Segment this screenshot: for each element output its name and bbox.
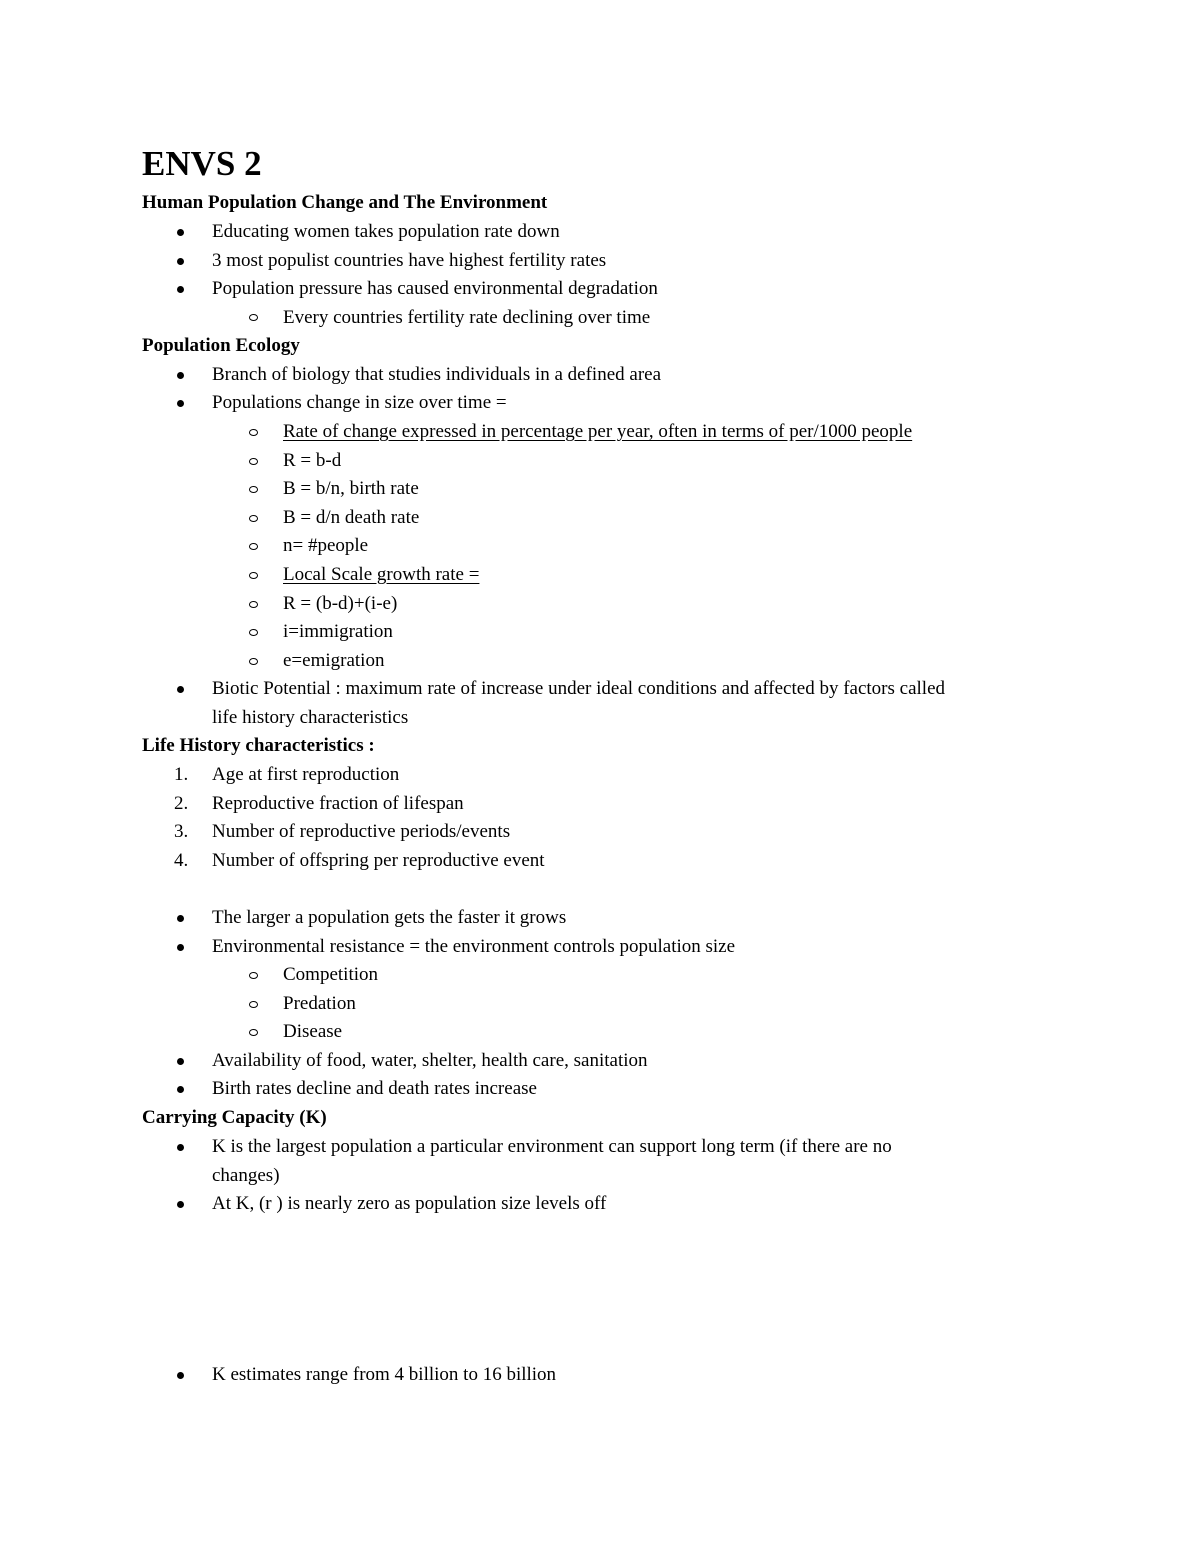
sub-list-item: Competition — [283, 964, 378, 985]
sub-list-item: Predation — [283, 993, 356, 1014]
circle-bullet-icon — [249, 458, 258, 465]
bullet-icon — [177, 686, 184, 693]
numbered-item: Age at first reproduction — [212, 764, 400, 785]
list-item: At K, (r ) is nearly zero as population size levels off — [212, 1193, 607, 1214]
list-item: 3 most populist countries have highest fertility rates — [212, 250, 607, 271]
bullet-icon — [177, 258, 184, 265]
sub-list-item: Every countries fertility rate declining over time — [283, 307, 651, 328]
numbered-item: Number of reproductive periods/events — [212, 821, 511, 842]
list-item-continuation: life history characteristics — [212, 707, 409, 728]
numbered-item: Number of offspring per reproductive event — [212, 850, 545, 871]
sub-list-item: Local Scale growth rate = — [283, 564, 480, 585]
list-item: Populations change in size over time = — [212, 392, 507, 413]
circle-bullet-icon — [249, 572, 258, 579]
list-item: Biotic Potential : maximum rate of increase under ideal conditions and affected by factors called — [212, 678, 946, 699]
bullet-icon — [177, 286, 184, 293]
sub-list-item: B = d/n death rate — [283, 507, 420, 528]
circle-bullet-icon — [249, 1001, 258, 1008]
list-item: Branch of biology that studies individuals in a defined area — [212, 364, 662, 385]
document-title: ENVS 2 — [142, 144, 262, 183]
list-item: Population pressure has caused environmental degradation — [212, 278, 658, 299]
list-item: Educating women takes population rate down — [212, 221, 560, 242]
bullet-icon — [177, 229, 184, 236]
circle-bullet-icon — [249, 1029, 258, 1036]
sub-list-item: B = b/n, birth rate — [283, 478, 419, 499]
bullet-icon — [177, 944, 184, 951]
bullet-icon — [177, 1372, 184, 1379]
sub-list-item: n= #people — [283, 535, 369, 556]
numbered-item: Reproductive fraction of lifespan — [212, 793, 464, 814]
list-number: 2. — [174, 793, 189, 814]
sub-list-item: Rate of change expressed in percentage per year, often in terms of per/1000 people — [283, 421, 913, 442]
sub-list-item: e=emigration — [283, 650, 385, 671]
bullet-icon — [177, 1086, 184, 1093]
list-item: Environmental resistance = the environment controls population size — [212, 936, 736, 957]
sub-list-item: R = b-d — [283, 450, 342, 471]
sub-list-item: R = (b-d)+(i-e) — [283, 593, 398, 614]
section-heading: Human Population Change and The Environment — [142, 192, 548, 213]
circle-bullet-icon — [249, 429, 258, 436]
circle-bullet-icon — [249, 658, 258, 665]
list-item: K is the largest population a particular environment can support long term (if there are no — [212, 1136, 892, 1157]
circle-bullet-icon — [249, 601, 258, 608]
sub-list-item: i=immigration — [283, 621, 393, 642]
bullet-icon — [177, 1144, 184, 1151]
list-item: Availability of food, water, shelter, health care, sanitation — [212, 1050, 648, 1071]
list-item: The larger a population gets the faster it grows — [212, 907, 567, 928]
bullet-icon — [177, 372, 184, 379]
circle-bullet-icon — [249, 515, 258, 522]
circle-bullet-icon — [249, 972, 258, 979]
list-item-continuation: changes) — [212, 1165, 280, 1186]
list-number: 4. — [174, 850, 189, 871]
circle-bullet-icon — [249, 629, 258, 636]
list-item: K estimates range from 4 billion to 16 billion — [212, 1364, 557, 1385]
bullet-icon — [177, 400, 184, 407]
circle-bullet-icon — [249, 314, 258, 321]
bullet-icon — [177, 1201, 184, 1208]
section-heading: Population Ecology — [142, 335, 300, 356]
list-number: 3. — [174, 821, 189, 842]
circle-bullet-icon — [249, 543, 258, 550]
bullet-icon — [177, 1058, 184, 1065]
sub-list-item: Disease — [283, 1021, 343, 1042]
circle-bullet-icon — [249, 486, 258, 493]
section-heading: Carrying Capacity (K) — [142, 1107, 327, 1128]
list-item: Birth rates decline and death rates increase — [212, 1078, 537, 1099]
section-heading: Life History characteristics : — [142, 735, 375, 756]
list-number: 1. — [174, 764, 189, 785]
bullet-icon — [177, 915, 184, 922]
